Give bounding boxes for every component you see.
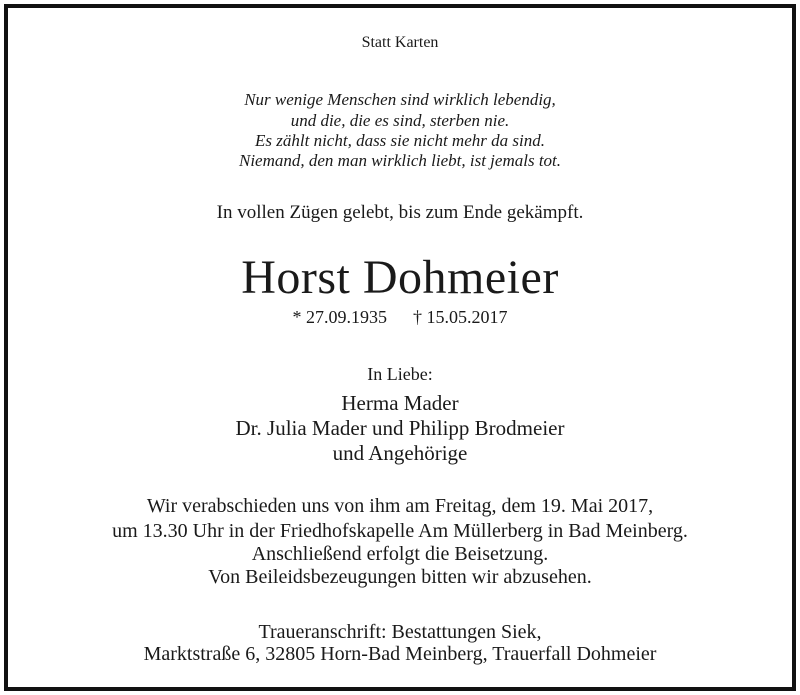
quote-line: Nur wenige Menschen sind wirklich lebendig, [244, 90, 556, 109]
mourners-intro: In Liebe: [367, 364, 433, 384]
quote-line: Es zählt nicht, dass sie nicht mehr da sind. [255, 131, 545, 150]
deceased-name: Horst Dohmeier [241, 251, 559, 304]
quote-line: und die, die es sind, sterben nie. [290, 111, 510, 130]
life-dates [0, 307, 800, 328]
service-line: um 13.30 Uhr in der Friedhofskapelle Am Müllerberg in Bad Meinberg. [112, 520, 688, 542]
service-line: Anschließend erfolgt die Beisetzung. [251, 543, 549, 565]
death-date: † 15.05.2017 [413, 307, 508, 327]
header-text: Statt Karten [361, 34, 439, 51]
quote-line: Niemand, den man wirklich liebt, ist jemals tot. [238, 151, 562, 170]
birth-date: * 27.09.1935 [292, 307, 387, 327]
service-line: Wir verabschieden uns von ihm am Freitag, dem 19. Mai 2017, [146, 495, 654, 517]
motto-text: In vollen Zügen gelebt, bis zum Ende gekämpft. [216, 202, 584, 223]
service-line: Von Beileidsbezeugungen bitten wir abzusehen. [208, 566, 592, 588]
mourner-name: und Angehörige [332, 441, 468, 465]
mourner-name: Dr. Julia Mader und Philipp Brodmeier [235, 416, 565, 440]
mourner-name: Herma Mader [341, 391, 459, 415]
address-line: Marktstraße 6, 32805 Horn-Bad Meinberg, Trauerfall Dohmeier [143, 643, 657, 665]
address-line: Traueranschrift: Bestattungen Siek, [258, 621, 542, 643]
